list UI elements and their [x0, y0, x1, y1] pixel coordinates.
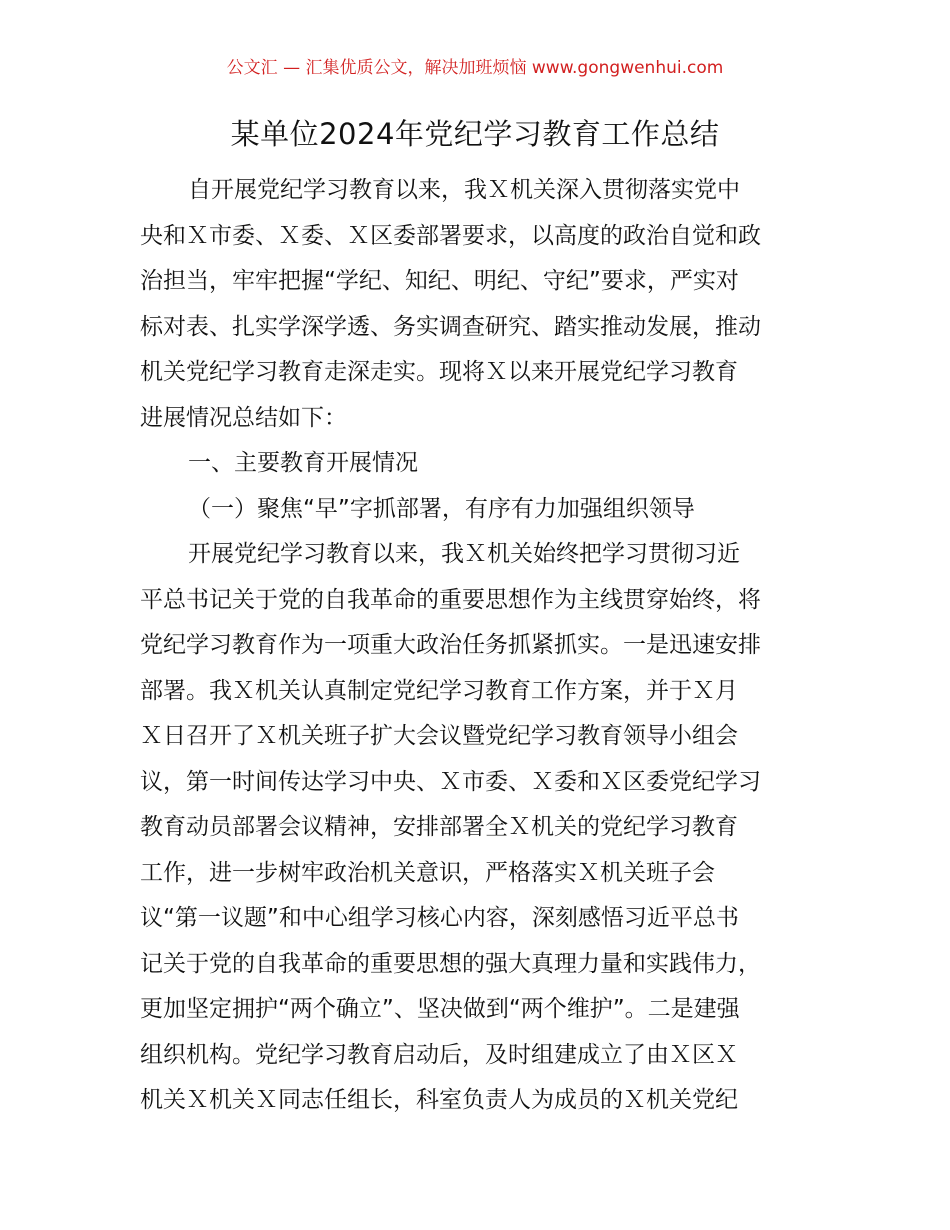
paragraph-line: 标对表、扎实学深学透、务实调查研究、踏实推动发展，推动: [140, 313, 761, 340]
paragraph-line: 平总书记关于党的自我革命的重要思想作为主线贯穿始终，将: [140, 586, 761, 613]
paragraph-line: 工作，进一步树牢政治机关意识，严格落实Ｘ机关班子会: [140, 859, 715, 886]
paragraph-line: 央和Ｘ市委、Ｘ委、Ｘ区委部署要求，以高度的政治自觉和政: [140, 222, 761, 249]
paragraph-line: 部署。我Ｘ机关认真制定党纪学习教育工作方案，并于Ｘ月: [140, 677, 738, 704]
paragraph-line: 组织机构。党纪学习教育启动后，及时组建成立了由Ｘ区Ｘ: [140, 1041, 738, 1068]
paragraph-line: 更加坚定拥护“两个确立”、坚决做到“两个维护”。二是建强: [140, 996, 740, 1022]
paragraph-line: 党纪学习教育作为一项重大政治任务抓紧抓实。一是迅速安排: [140, 632, 761, 658]
paragraph-line: 进展情况总结如下：: [140, 404, 347, 431]
paragraph-line: 机关Ｘ机关Ｘ同志任组长，科室负责人为成员的Ｘ机关党纪: [140, 1087, 738, 1113]
paragraph-line: Ｘ日召开了Ｘ机关班子扩大会议暨党纪学习教育领导小组会: [140, 723, 738, 749]
site-watermark-header: 公文汇 — 汇集优质公文，解决加班烦恼 www.gongwenhui.com: [226, 58, 724, 78]
subsection-heading: （一）聚焦“早”字抓部署，有序有力加强组织领导: [188, 495, 695, 522]
paragraph-line: 议，第一时间传达学习中央、Ｘ市委、Ｘ委和Ｘ区委党纪学习: [140, 768, 761, 795]
document-body: [140, 168, 810, 1124]
paragraph-line: 记关于党的自我革命的重要思想的强大真理力量和实践伟力，: [140, 950, 761, 977]
paragraph-line: 教育动员部署会议精神，安排部署全Ｘ机关的党纪学习教育: [140, 814, 738, 840]
paragraph-line: 机关党纪学习教育走深走实。现将Ｘ以来开展党纪学习教育: [140, 359, 738, 385]
paragraph-line: 治担当，牢牢把握“学纪、知纪、明纪、守纪”要求，严实对: [140, 268, 739, 294]
document-title: 某单位2024年党纪学习教育工作总结: [230, 117, 720, 151]
paragraph-line: 自开展党纪学习教育以来，我Ｘ机关深入贯彻落实党中: [188, 177, 740, 203]
section-heading: 一、主要教育开展情况: [188, 450, 418, 476]
paragraph-line: 议“第一议题”和中心组学习核心内容，深刻感悟习近平总书: [140, 905, 739, 931]
paragraph-line: 开展党纪学习教育以来，我Ｘ机关始终把学习贯彻习近: [188, 541, 740, 567]
